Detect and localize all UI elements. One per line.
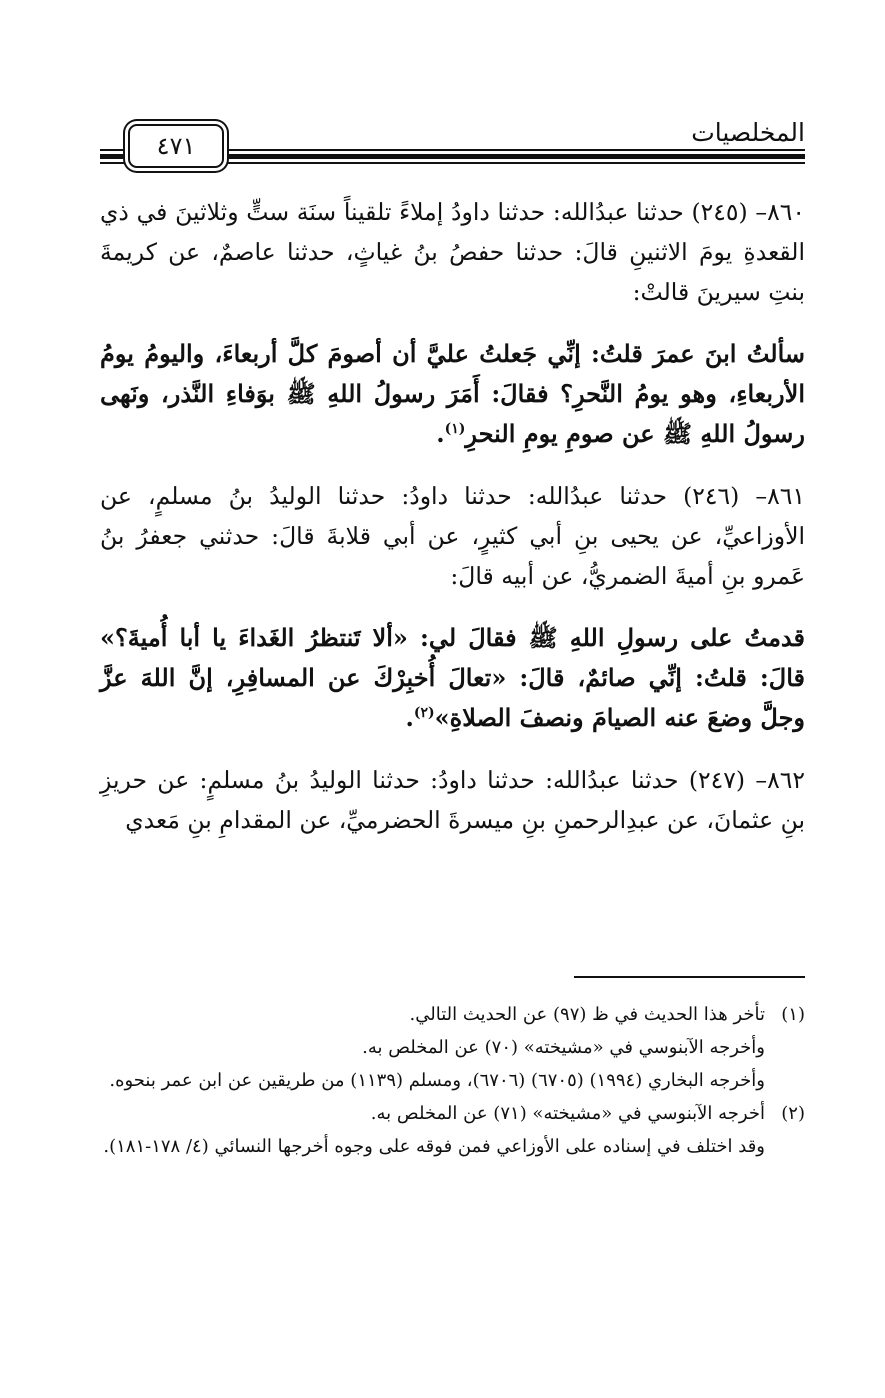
hadith-860-matn-end: . (436, 419, 445, 448)
footnotes (100, 998, 805, 1163)
hadith-861-isnad-text: ٨٦١– (٢٤٦) حدثنا عبدُالله: حدثنا داودُ: حدثنا الوليدُ بنُ مسلمٍ، عن الأوزاعيِّ، عن يحيى بنِ أبي كثيرٍ، عن أبي قلابةَ قالَ: حدثني جعفرُ بنُ عَمرو بنِ أميةَ الضمريُّ، عن أبيه قالَ: (100, 482, 805, 590)
hadith-861-matn-text: قدمتُ على رسولِ اللهِ ﷺ فقالَ لي: «ألا تَنتظرُ الغَداءَ يا أبا أُميةَ؟» قالَ: قلتُ: إنِّي صائمٌ، قالَ: «تعالَ أُخبِرْكَ عن المسافِرِ، إنَّ اللهَ عزَّ وجلَّ وضعَ عنه الصيامَ ونصفَ الصلاةِ» (100, 623, 805, 732)
footnote-separator (574, 976, 805, 978)
footnote-1-line-2 (100, 1031, 805, 1064)
hadith-860-matn-text: سألتُ ابنَ عمرَ قلتُ: إنِّي جَعلتُ عليَّ أن أصومَ كلَّ أربعاءَ، واليومُ يومُ الأربعاءِ، وهو يومُ النَّحرِ؟ فقالَ: أَمَرَ رسولُ اللهِ ﷺ بوَفاءِ النَّذر، ونَهى رسولُ اللهِ ﷺ عن صومِ يومِ النحرِ (100, 339, 805, 448)
footnote-1-line-3 (100, 1064, 805, 1097)
footnote-text: وقد اختلف في إسناده على الأوزاعي فمن فوقه على وجوه أخرجها النسائي (٤/ ١٧٨-١٨١). (103, 1136, 765, 1157)
hadith-861-matn (100, 618, 805, 738)
hadith-862-isnad-text: ٨٦٢– (٢٤٧) حدثنا عبدُالله: حدثنا داودُ: حدثنا الوليدُ بنُ مسلمٍ: عن حريزِ بنِ عثمانَ، عن عبدِالرحمنِ بنِ ميسرةَ الحضرميِّ، عن المقدامِ بنِ مَعدي (100, 766, 805, 834)
footnote-number: (١) (781, 1004, 805, 1025)
book-title: المخلصيات (691, 118, 805, 147)
footnote-1 (100, 998, 805, 1031)
hadith-862-isnad (100, 760, 805, 840)
footnote-number: (٢) (781, 1103, 805, 1124)
footnote-text: تأخر هذا الحديث في ظ (٩٧) عن الحديث التالي. (409, 1004, 765, 1025)
footnote-text: أخرجه الآبنوسي في «مشيخته» (٧١) عن المخلص به. (370, 1103, 765, 1124)
footnote-text: وأخرجه البخاري (١٩٩٤) (٦٧٠٥) (٦٧٠٦)، ومسلم (١١٣٩) من طريقين عن ابن عمر بنحوه. (109, 1070, 765, 1091)
footnote-2 (100, 1097, 805, 1130)
footnote-text: وأخرجه الآبنوسي في «مشيخته» (٧٠) عن المخلص به. (362, 1037, 765, 1058)
page-number: ٤٧١ (128, 124, 224, 168)
page-header (100, 112, 805, 168)
footnote-2-line-2 (100, 1130, 805, 1163)
main-text (100, 192, 805, 840)
hadith-860-isnad-text: ٨٦٠– (٢٤٥) حدثنا عبدُالله: حدثنا داودُ إملاءً تلقيناً سنَة ستٍّ وثلاثينَ في ذي القعدةِ يومَ الاثنينِ قالَ: حدثنا حفصُ بنُ غياثٍ، حدثنا عاصمٌ، عن كريمةَ بنتِ سيرينَ قالتْ: (100, 198, 805, 306)
footnote-marker-2: (٢) (413, 705, 435, 721)
hadith-860-isnad (100, 192, 805, 312)
hadith-861-matn-end: . (405, 703, 414, 732)
hadith-861-isnad (100, 476, 805, 596)
hadith-860-matn (100, 334, 805, 454)
footnote-marker-1: (١) (444, 421, 466, 437)
